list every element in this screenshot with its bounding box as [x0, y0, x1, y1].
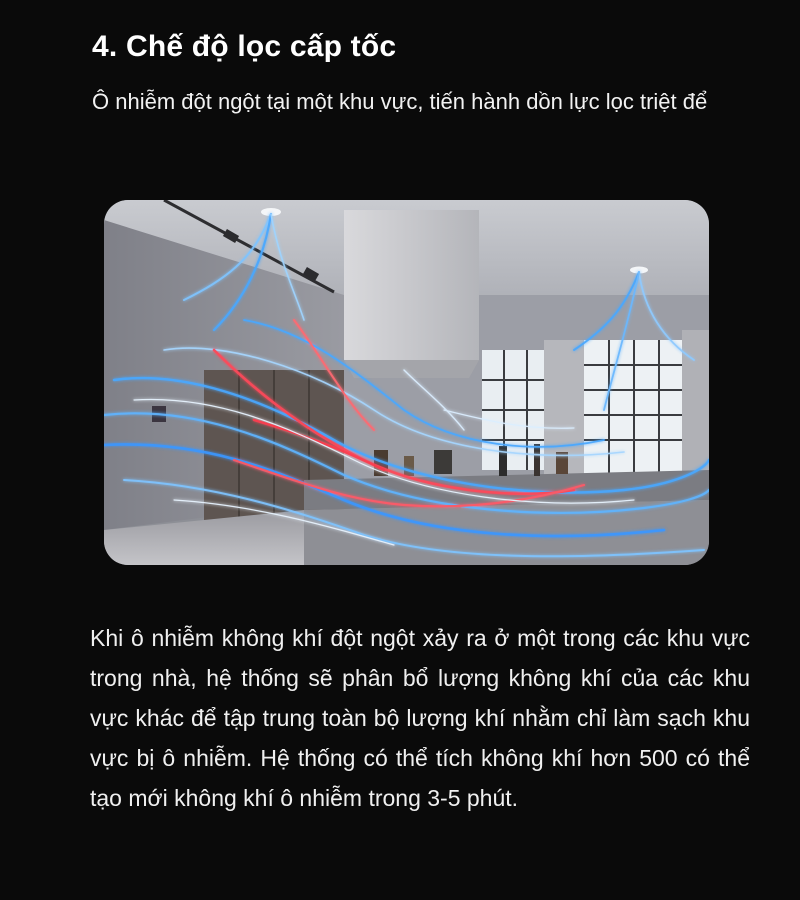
kitchen-airflow-illustration [104, 200, 709, 565]
section-title: 4. Chế độ lọc cấp tốc [92, 30, 397, 63]
range-hood [344, 210, 479, 378]
section-body: Khi ô nhiễm không khí đột ngột xảy ra ở một trong các khu vực trong nhà, hệ thống sẽ phân bổ lượng không khí của các khu vực khác để tập trung toàn bộ lượng khí nhằm chỉ làm sạch khu vực bị ô nhiễm. Hệ thống có thể tích không khí hơn 500 có thể tạo mới không khí ô nhiễm trong 3-5 phút. [90, 625, 750, 811]
section-subtitle: Ô nhiễm đột ngột tại một khu vực, tiến hành dồn lực lọc triệt để [92, 89, 708, 114]
curtain-right [682, 330, 709, 480]
